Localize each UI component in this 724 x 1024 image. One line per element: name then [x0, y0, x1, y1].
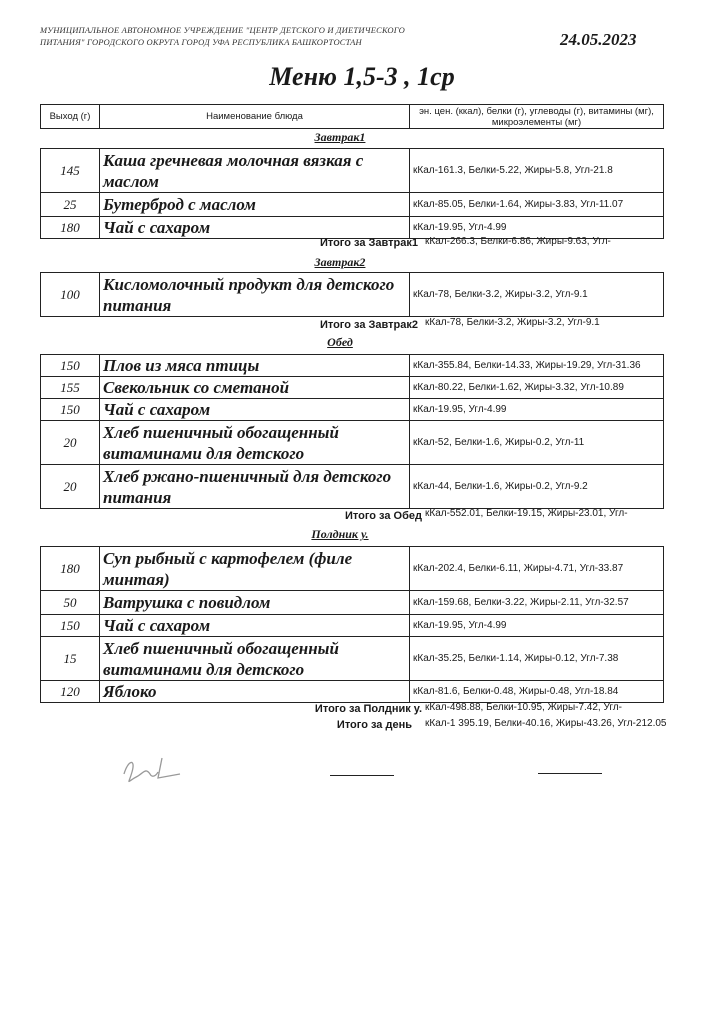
- dish-name: Хлеб пшеничный обогащенный витаминами для детского: [100, 421, 410, 465]
- column-header-table: [40, 104, 664, 129]
- dish-yield: 180: [41, 547, 100, 591]
- dish-nutrition: кКал-44, Белки-1.6, Жиры-0.2, Угл-9.2: [410, 465, 664, 509]
- dish-name: Свекольник со сметаной: [100, 377, 410, 399]
- breakfast1-total-label: Итого за Завтрак1: [319, 237, 418, 249]
- dish-nutrition: кКал-81.6, Белки-0.48, Жиры-0.48, Угл-18.84: [410, 681, 664, 703]
- signature-line-2: [538, 772, 602, 774]
- page-title: Меню 1,5-3 , 1ср: [269, 62, 455, 91]
- table-row: [41, 615, 664, 637]
- section-breakfast1: Завтрак1: [314, 130, 366, 144]
- section-breakfast2: Завтрак2: [314, 255, 366, 269]
- column-yield: Выход (г): [41, 105, 100, 129]
- column-name: Наименование блюда: [100, 105, 410, 129]
- dish-name: Яблоко: [100, 681, 410, 703]
- dish-yield: 150: [41, 355, 100, 377]
- dish-yield: 150: [41, 399, 100, 421]
- dish-nutrition: кКал-35.25, Белки-1.14, Жиры-0.12, Угл-7.38: [410, 637, 664, 681]
- dish-nutrition: кКал-202.4, Белки-6.11, Жиры-4.71, Угл-33.87: [410, 547, 664, 591]
- dish-name: Бутерброд с маслом: [100, 193, 410, 217]
- breakfast1-total-value: кКал-266.3, Белки-6.86, Жиры-9.63, Угл-: [425, 236, 611, 247]
- dish-nutrition: кКал-78, Белки-3.2, Жиры-3.2, Угл-9.1: [410, 273, 664, 317]
- table-row: [41, 399, 664, 421]
- dish-yield: 15: [41, 637, 100, 681]
- breakfast1-table: [40, 148, 664, 239]
- dish-nutrition: кКал-19.95, Угл-4.99: [410, 615, 664, 637]
- dish-name: Хлеб пшеничный обогащенный витаминами для детского: [100, 637, 410, 681]
- table-row: [41, 193, 664, 217]
- dish-nutrition: кКал-19.95, Угл-4.99: [410, 399, 664, 421]
- signature-scribble: [118, 752, 188, 791]
- dish-yield: 100: [41, 273, 100, 317]
- table-row: [41, 637, 664, 681]
- breakfast2-total-label: Итого за Завтрак2: [319, 319, 418, 331]
- snack-total-label: Итого за Полдник у.: [314, 703, 422, 715]
- dish-nutrition: кКал-80.22, Белки-1.62, Жиры-3.32, Угл-10.89: [410, 377, 664, 399]
- dish-name: Каша гречневая молочная вязкая с маслом: [100, 149, 410, 193]
- organization-name: МУНИЦИПАЛЬНОЕ АВТОНОМНОЕ УЧРЕЖДЕНИЕ "ЦЕНТР ДЕТСКОГО И ДИЕТИЧЕСКОГО ПИТАНИЯ" ГОРОДСКОГО ОКРУГА ГОРОД УФА РЕСПУБЛИКА БАШКОРТОСТАН: [40, 25, 406, 47]
- dish-name: Чай с сахаром: [100, 615, 410, 637]
- lunch-total-value: кКал-552.01, Белки-19.15, Жиры-23.01, Угл-: [425, 508, 628, 519]
- dish-name: Чай с сахаром: [100, 217, 410, 239]
- dish-nutrition: кКал-161.3, Белки-5.22, Жиры-5.8, Угл-21.8: [410, 149, 664, 193]
- dish-nutrition: кКал-85.05, Белки-1.64, Жиры-3.83, Угл-11.07: [410, 193, 664, 217]
- section-lunch: Обед: [327, 335, 353, 349]
- dish-name: Плов из мяса птицы: [100, 355, 410, 377]
- menu-date: 24.05.2023: [560, 30, 637, 49]
- dish-name: Хлеб ржано-пшеничный для детского питания: [100, 465, 410, 509]
- dish-yield: 20: [41, 465, 100, 509]
- dish-nutrition: кКал-19.95, Угл-4.99: [410, 217, 664, 239]
- dish-name: Чай с сахаром: [100, 399, 410, 421]
- dish-yield: 155: [41, 377, 100, 399]
- dish-nutrition: кКал-159.68, Белки-3.22, Жиры-2.11, Угл-32.57: [410, 591, 664, 615]
- dish-yield: 150: [41, 615, 100, 637]
- lunch-table: [40, 354, 664, 509]
- table-row: [41, 273, 664, 317]
- lunch-total-label: Итого за Обед: [344, 510, 422, 522]
- table-row: [41, 149, 664, 193]
- snack-total-value: кКал-498.88, Белки-10.95, Жиры-7.42, Угл-: [425, 702, 622, 713]
- signature-line-1: [330, 774, 394, 776]
- dish-nutrition: кКал-355.84, Белки-14.33, Жиры-19.29, Угл-31.36: [410, 355, 664, 377]
- dish-name: Суп рыбный с картофелем (филе минтая): [100, 547, 410, 591]
- table-row: [41, 465, 664, 509]
- section-snack: Полдник у.: [311, 527, 369, 541]
- dish-yield: 20: [41, 421, 100, 465]
- dish-yield: 145: [41, 149, 100, 193]
- table-row: [41, 547, 664, 591]
- dish-yield: 50: [41, 591, 100, 615]
- column-nutrition: эн. цен. (ккал), белки (г), углеводы (г), витамины (мг), микроэлементы (мг): [410, 105, 664, 129]
- snack-table: [40, 546, 664, 703]
- dish-yield: 25: [41, 193, 100, 217]
- table-row: [41, 681, 664, 703]
- table-row: [41, 377, 664, 399]
- table-row: [41, 591, 664, 615]
- dish-yield: 180: [41, 217, 100, 239]
- dish-name: Кисломолочный продукт для детского питания: [100, 273, 410, 317]
- table-row: [41, 421, 664, 465]
- signature-icon: [118, 752, 188, 786]
- dish-yield: 120: [41, 681, 100, 703]
- breakfast2-total-value: кКал-78, Белки-3.2, Жиры-3.2, Угл-9.1: [425, 317, 600, 328]
- dish-name: Ватрушка с повидлом: [100, 591, 410, 615]
- table-row: [41, 355, 664, 377]
- dish-nutrition: кКал-52, Белки-1.6, Жиры-0.2, Угл-11: [410, 421, 664, 465]
- day-total-value: кКал-1 395.19, Белки-40.16, Жиры-43.26, Угл-212.05: [425, 718, 667, 729]
- day-total-label: Итого за день: [336, 719, 412, 731]
- breakfast2-table: [40, 272, 664, 317]
